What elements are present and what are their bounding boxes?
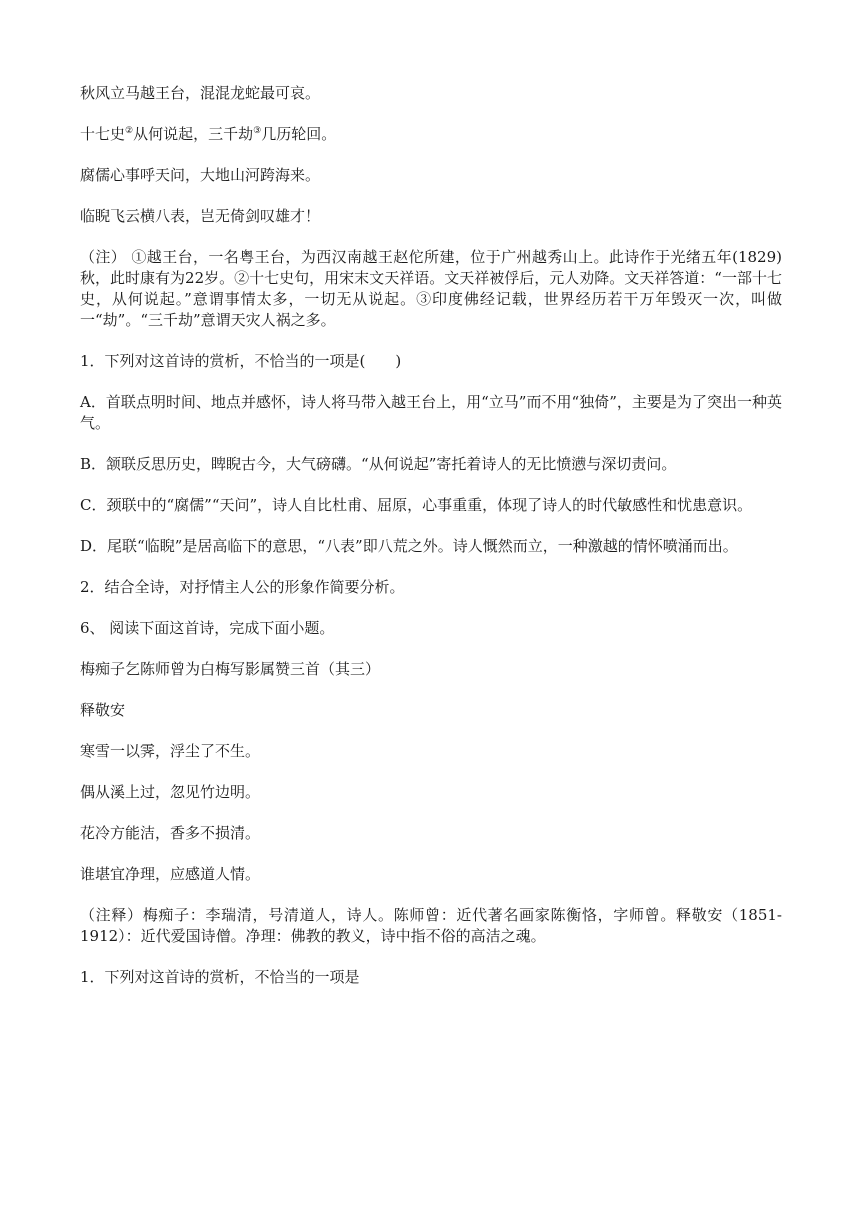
- poem2-line-3: 花冷方能洁，香多不损清。: [80, 824, 261, 842]
- poem-author: 释敬安: [80, 701, 126, 719]
- poem-line-2: [80, 124, 782, 145]
- poem-line-3: 腐儒心事呼天问，大地山河跨海来。: [80, 166, 321, 184]
- option-b: B．颔联反思历史，睥睨古今，大气磅礴。“从何说起”寄托着诗人的无比愤懑与深切责问。: [80, 455, 677, 473]
- poem-notes: （注） ①越王台，一名粤王台，为西汉南越王赵佗所建，位于广州越秀山上。此诗作于光绪五年(1829)秋，此时康有为22岁。②十七史句，用宋末文天祥语。文天祥被俘后，元人劝降。文天祥答道：“一部十七史，从何说起。”意谓事情太多，一切无从说起。③印度佛经记载，世界经历若干万年毁灭一次，叫做一“劫”。“三千劫”意谓天灾人祸之多。: [80, 248, 782, 329]
- option-a: A．首联点明时间、地点并感怀，诗人将马带入越王台上，用“立马”而不用“独倚”，主要是为了突出一种英气。: [80, 393, 782, 432]
- section-6-question-1: 1．下列对这首诗的赏析，不恰当的一项是: [80, 968, 360, 986]
- poem2-line-1: 寒雪一以霁，浮尘了不生。: [80, 742, 261, 760]
- poem2-line-2: 偶从溪上过，忽见竹边明。: [80, 783, 261, 801]
- poem-line-2-text-a: 十七史: [80, 125, 126, 143]
- document-page: [80, 83, 782, 1008]
- poem-line-4: 临睨飞云横八表，岂无倚剑叹雄才！: [80, 207, 321, 225]
- option-c: C．颈联中的“腐儒”“天问”，诗人自比杜甫、屈原，心事重重，体现了诗人的时代敏感性和忧患意识。: [80, 496, 753, 514]
- poem-line-2-text-b: 从何说起，三千劫: [133, 125, 254, 143]
- poem-title: 梅痴子乞陈师曾为白梅写影属赞三首（其三）: [80, 660, 381, 678]
- section-6-heading: 6、 阅读下面这首诗，完成下面小题。: [80, 619, 335, 637]
- option-d: D．尾联“临睨”是居高临下的意思，“八表”即八荒之外。诗人慨然而立，一种激越的情怀喷涌而出。: [80, 537, 738, 555]
- footnote-mark-3: ③: [253, 126, 262, 136]
- footnote-mark-2: ②: [125, 126, 134, 136]
- question-2: 2．结合全诗，对抒情主人公的形象作简要分析。: [80, 578, 405, 596]
- poem-line-1: 秋风立马越王台，混混龙蛇最可哀。: [80, 84, 321, 102]
- poem-line-2-text-c: 几历轮回。: [261, 125, 337, 143]
- question-1-stem: 1．下列对这首诗的赏析，不恰当的一项是( ): [80, 352, 402, 370]
- poem2-notes: （注释）梅痴子：李瑞清，号清道人，诗人。陈师曾：近代著名画家陈衡恪，字师曾。释敬安（1851-1912）：近代爱国诗僧。净理：佛教的教义，诗中指不俗的高洁之魂。: [80, 906, 782, 945]
- poem2-line-4: 谁堪宜净理，应感道人情。: [80, 865, 261, 883]
